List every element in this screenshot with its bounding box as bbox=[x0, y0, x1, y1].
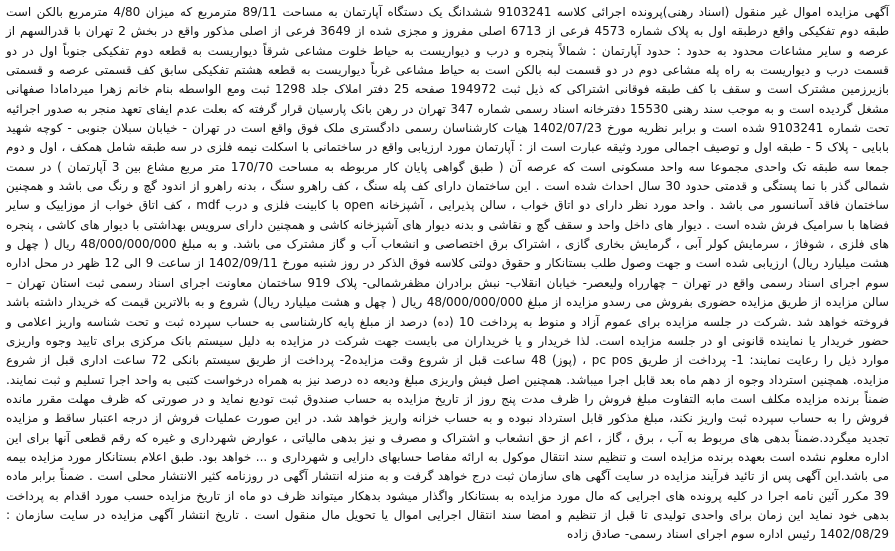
auction-notice-text: آگهی مزایده اموال غیر منقول (اسناد رهنی)پرونده اجرائی کلاسه 9103241 ششدانگ یک دستگاه آپارتمان به مساحت 89/11 مترمربع که میزان 4/80 مترمربع بالکن است طبقه دوم تفکیکی واقع درطبقه اول به پلاک شماره 4573 فرعی از 6713 اصلی مفروز و مجزی شده از 3649 فرعی از اصلی مذکور واقع در بخش 2 تهران با قدرالسهم از عرصه و سایر مشاعات محدود به حدود : حدود آپارتمان : شمالاً پنجره و درب و دیواریست به حیاط خلوت مشاعی شرقاً دیواریست به قطعه دوم تفکیکی جنوباً اول در دو قسمت درب و دیواریست به راه پله مشاعی دوم در دو قسمت لبه بالکن است به حیاط مشاعی غرباً دیواریست به قطعه هشتم تفکیکی سابق کف قسمتی عرصه و قسمتی بازیرزمین مشترک است و سقف با کف طبقه فوقانی اشتراکی که ذیل ثبت 194972 صفحه 25 دفتر املاک جلد 1298 ثبت ومع الواسطه بنام خانم زهرا میردامادا صفهانی مشغل گردیده است و به موجب سند رهنی 15530 دفترخانه اسناد رسمی شماره 347 تهران در رهن بانک پارسیان قرار گرفته که بعلت عدم ایفای تعهد منجر به صدور اجرائیه تحت شماره 9103241 شده است و برابر نظریه مورخ 1402/07/23 هیات کارشناسان رسمی دادگستری ملک فوق واقع است در تهران - خیابان سبلان جنوبی - کوچه شهید بابایی - پلاک 5 - طبقه اول و توصیف اجمالی مورد وثیقه عبارت است از : آپارتمان مورد ارزیابی واقع در ساختمانی با اسکلت نیمه فلزی در سه طبقه شامل همکف ، اول و دوم جمعا سه طبقه تک واحدی مجموعا سه واحد مسکونی است که عرصه آن ( طبق گواهی پایان کار مربوطه به مساحت 170/70 متر مربع مشاع بین 3 آپارتمان ) در سمت شمالی گذر با نما پستگی و قدمتی حدود 30 سال احداث شده است . این ساختمان دارای کف پله سنگ ، کف راهرو سنگ ، بدنه راهرو از اندود گچ و رنگ می باشد و همچنین ساختمان فاقد آسانسور می باشد . واحد مورد نظر دارای دو اتاق خواب ، سالن پذیرایی ، آشپزخانه open با کابینت فلزی و درب mdf ، کف اتاق خواب از موزاییک و سایر فضاها با سرامیک فرش شده است . دیوار های داخل واحد و سقف گچ و نقاشی و بدنه دیوار های آشپزخانه کاشی و همچنین دارای سرویس بهداشتی با دیوار های کاشی ، پنجره های فلزی ، شوفاژ ، سرمایش کولر آبی ، گرمایش بخاری گازی ، اشتراک برق اختصاصی و انشعاب آب و گاز مشترک می باشد. و به مبلغ 48/000/000/000 ریال ( چهل و هشت میلیارد ریال) ارزیابی شده است و جهت وصول طلب بستانکار و حقوق دولتی کلاسه فوق الذکر در روز شنبه مورخ 1402/09/11 از ساعت 9 الی 12 ظهر در محل اداره سوم اجرای اسناد رسمی واقع در تهران – چهارراه ولیعصر- خیابان انقلاب- نبش برادران مظفرشمالی- پلاک 919 ساختمان معاونت اجرای اسناد رسمی ثبت استان تهران – سالن مزایده از طریق مزایده حضوری بفروش می رسدو مزایده از مبلغ 48/000/000/000 ریال ( چهل و هشت میلیارد ریال) شروع و به بالاترین قیمت که خریدار داشته باشد فروخته خواهد شد .شرکت در جلسه مزایده برای عموم آزاد و منوط به پرداخت 10 (ده) درصد از مبلغ پایه کارشناسی به حساب سپرده ثبت و تحت شناسه واریز اعلامی و حضور خریدار یا نماینده قانونی او در جلسه مزایده است. لذا خریدار و یا خریداران می بایست جهت شرکت در مزایده به دلیل سیستم بانک مرکزی برای تایید وجوه واریزی موارد ذیل را رعایت نمایند: 1- پرداخت از طریق pc pos ، (پوز) 48 ساعت قبل از شروع وقت مزایده2- پرداخت از طریق سیستم بانکی 72 ساعت اداری قبل از شروع مزایده. همچنین استرداد وجوه از دهم ماه بعد قابل اجرا میباشد. همچنین اصل فیش واریزی مبلغ ودیعه ده درصد نیز به همراه درخواست کتبی به واحد اجرا تسلیم و ثبت نمایند. ضمناً برنده مزایده مکلف است مابه التفاوت مبلغ فروش را ظرف مدت پنج روز از تاریخ مزایده به حساب صندوق ثبت تودیع نماید و در صورتی که ظرف مهلت مقرر مانده فروش را به حساب سپرده ثبت واریز نکند، مبلغ مذکور قابل استرداد نبوده و به حساب خزانه واریز خواهد شد. در این صورت عملیات فروش از درجه اعتبار ساقط و مزایده تجدید میگردد.ضمناً بدهی های مربوط به آب ، برق ، گاز ، اعم از حق انشعاب و اشتراک و مصرف و نیز بدهی مالیاتی ، عوارض شهرداری و غیره که رقم قطعی آنها برای این اداره معلوم نشده است بعهده برنده مزایده است و تنظیم سند انتقال موکول به ارائه مفاصا حسابهای دارایی و شهرداری و ... خواهد بود. طبق اعلام بستانکار مورد مزایده بیمه می باشد.این آگهی پس از تائید فرآیند مزایده در سایت آگهی های سازمان ثبت درج خواهد گرفت و به منزله انتشار آگهی در روزنامه کثیر الانتشار محلی است . ضمناً برابر ماده 39 مکرر آئین نامه اجرا در کلیه پرونده های اجرایی که مال مورد مزایده به بستانکار واگذار میشود بدهکار میتواند ظرف دو ماه از تاریخ مزایده حسب مورد اقدام به پرداخت بدهی خود نماید این زمان برای واحدی تولیدی تا قبل از تنظیم و امضا سند انتقال اجرایی اموال یا تحویل مال منقول است . تاریخ انتشار آگهی مزایده در سایت سازمان : 1402/08/29 رئیس اداره سوم اجرای اسناد رسمی- صادق زاده bbox=[6, 5, 890, 542]
